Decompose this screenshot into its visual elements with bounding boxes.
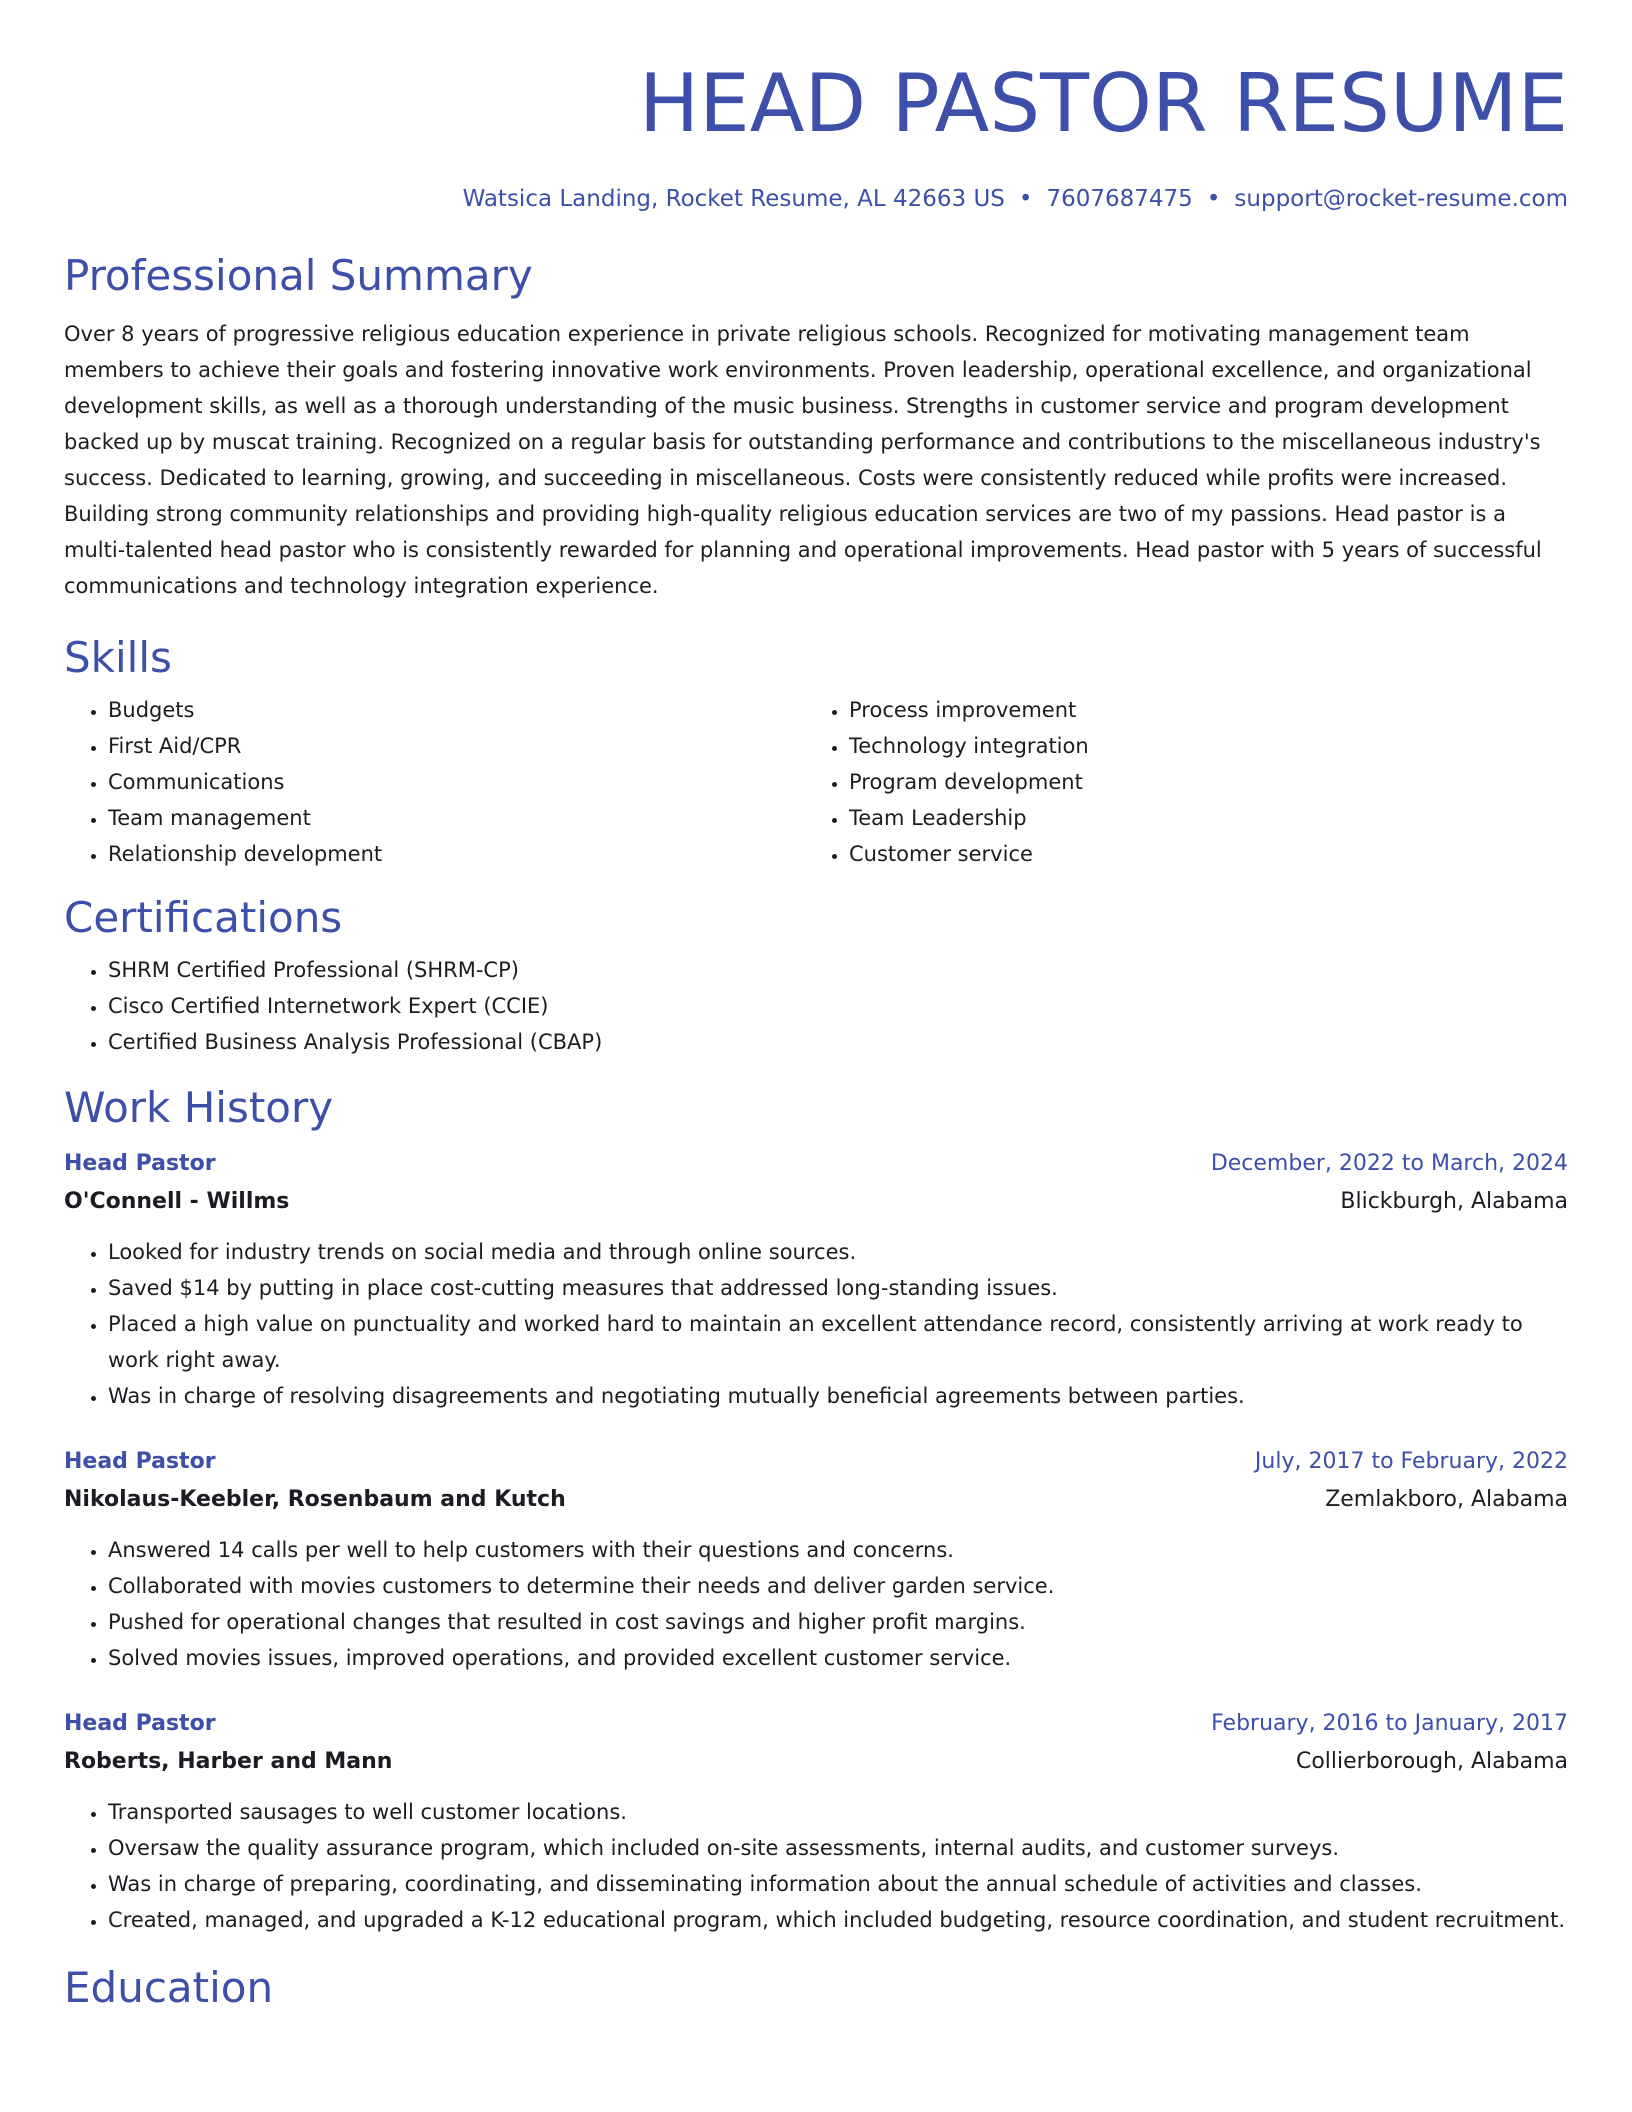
section-heading-education: Education: [64, 1963, 274, 2012]
separator-dot: •: [1018, 186, 1033, 212]
job-subheader: [64, 1182, 1568, 1222]
address: Watsica Landing, Rocket Resume, AL 42663 US: [462, 186, 1005, 212]
job-entry: [64, 1706, 1568, 1938]
section-heading-skills: Skills: [64, 633, 172, 682]
list-item: • Collaborated with movies customers to determine their needs and deliver garden service.: [108, 1568, 1568, 1604]
job-header: [64, 1706, 1568, 1742]
job-entry: [64, 1146, 1568, 1414]
list-item: • Oversaw the quality assurance program, which included on-site assessments, internal audits, and customer surveys.: [108, 1830, 1568, 1866]
job-company: O'Connell - Willms: [64, 1189, 290, 1214]
job-location: Zemlakboro, Alabama: [1325, 1487, 1568, 1512]
job-location: Blickburgh, Alabama: [1340, 1189, 1568, 1214]
section-heading-work-history: Work History: [64, 1083, 334, 1132]
list-item: • Customer service: [849, 836, 1546, 872]
job-header: [64, 1444, 1568, 1480]
job-title: Head Pastor: [64, 1711, 216, 1736]
skills-column-right: [805, 692, 1546, 872]
list-item: • Placed a high value on punctuality and worked hard to maintain an excellent attendance record, consistently arriving at work ready to work right away.: [108, 1306, 1568, 1378]
list-item: • Team Leadership: [849, 800, 1546, 836]
list-item: • Budgets: [108, 692, 805, 728]
job-dates: February, 2016 to January, 2017: [1211, 1711, 1568, 1736]
contact-line: [64, 184, 1568, 214]
list-item: • Communications: [108, 764, 805, 800]
job-title: Head Pastor: [64, 1151, 216, 1176]
job-title: Head Pastor: [64, 1449, 216, 1474]
list-item: • SHRM Certified Professional (SHRM-CP): [108, 952, 1568, 988]
skills-list: [64, 692, 1568, 872]
section-heading-summary: Professional Summary: [64, 251, 533, 300]
list-item: • Team management: [108, 800, 805, 836]
list-item: • Was in charge of preparing, coordinating, and disseminating information about the annual schedule of activities and classes.: [108, 1866, 1568, 1902]
phone: 7607687475: [1046, 186, 1193, 212]
list-item: • Transported sausages to well customer locations.: [108, 1794, 1568, 1830]
job-location: Collierborough, Alabama: [1295, 1749, 1568, 1774]
list-item: • Cisco Certified Internetwork Expert (CCIE): [108, 988, 1568, 1024]
list-item: • Technology integration: [849, 728, 1546, 764]
skills-column-left: [64, 692, 805, 872]
list-item: • Certified Business Analysis Professional (CBAP): [108, 1024, 1568, 1060]
list-item: • First Aid/CPR: [108, 728, 805, 764]
job-bullets: [64, 1794, 1568, 1938]
job-subheader: [64, 1742, 1568, 1782]
job-header: [64, 1146, 1568, 1182]
section-heading-certifications: Certifications: [64, 893, 343, 942]
list-item: • Pushed for operational changes that resulted in cost savings and higher profit margins.: [108, 1604, 1568, 1640]
list-item: • Program development: [849, 764, 1546, 800]
list-item: • Saved $14 by putting in place cost-cutting measures that addressed long-standing issues.: [108, 1270, 1568, 1306]
list-item: • Answered 14 calls per well to help customers with their questions and concerns.: [108, 1532, 1568, 1568]
separator-dot: •: [1206, 186, 1221, 212]
job-company: Roberts, Harber and Mann: [64, 1749, 393, 1774]
summary-text: Over 8 years of progressive religious education experience in private religious schools. Recognized for motivating management team members to achieve their goals and fostering innovative work environments. Proven leadership, operational excellence, and organizational development skills, as well as a thorough understanding of the music business. Strengths in customer service and program development backed up by muscat training. Recognized on a regular basis for outstanding performance and contributions to the miscellaneous industry's success. Dedicated to learning, growing, and succeeding in miscellaneous. Costs were consistently reduced while profits were increased. Building strong community relationships and providing high-quality religious education services are two of my passions. Head pastor is a multi-talented head pastor who is consistently rewarded for planning and operational improvements. Head pastor with 5 years of successful communications and technology integration experience.: [64, 322, 1542, 598]
list-item: • Created, managed, and upgraded a K-12 educational program, which included budgeting, resource coordination, and student recruitment.: [108, 1902, 1568, 1938]
list-item: • Process improvement: [849, 692, 1546, 728]
job-company: Nikolaus-Keebler, Rosenbaum and Kutch: [64, 1487, 566, 1512]
job-subheader: [64, 1480, 1568, 1520]
resume-title: HEAD PASTOR RESUME: [639, 57, 1568, 150]
email-link[interactable]: support@rocket-resume.com: [1234, 186, 1568, 212]
list-item: • Looked for industry trends on social media and through online sources.: [108, 1234, 1568, 1270]
certifications-list: [64, 952, 1568, 1060]
job-bullets: [64, 1532, 1568, 1676]
list-item: • Was in charge of resolving disagreements and negotiating mutually beneficial agreements between parties.: [108, 1378, 1568, 1414]
list-item: • Solved movies issues, improved operations, and provided excellent customer service.: [108, 1640, 1568, 1676]
list-item: • Relationship development: [108, 836, 805, 872]
job-dates: December, 2022 to March, 2024: [1210, 1151, 1568, 1176]
job-bullets: [64, 1234, 1568, 1414]
job-dates: July, 2017 to February, 2022: [1254, 1449, 1568, 1474]
job-entry: [64, 1444, 1568, 1676]
